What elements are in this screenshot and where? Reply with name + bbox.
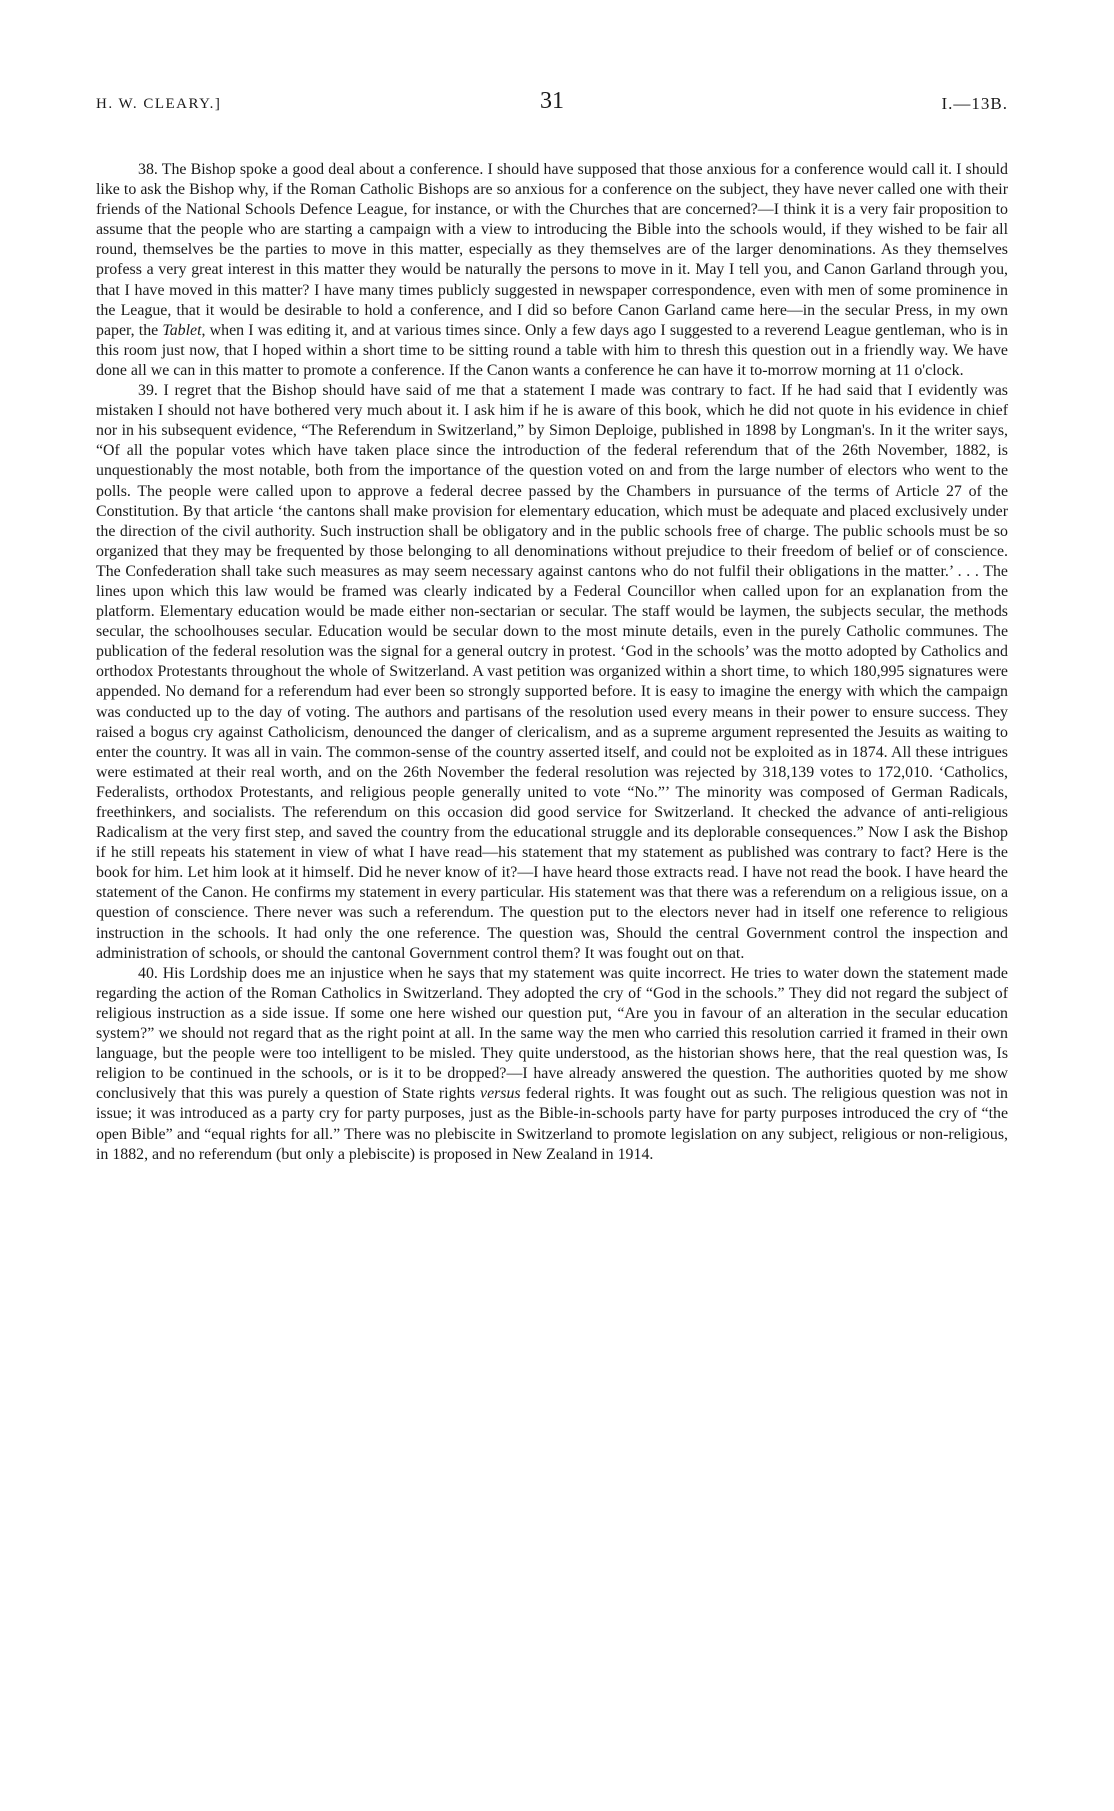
page-number: 31: [540, 88, 564, 114]
paragraph-number: 38.: [138, 161, 158, 178]
paragraph-39: [96, 381, 1008, 964]
paragraph-number: 39.: [138, 382, 158, 400]
paragraph-italic: Tablet: [162, 321, 202, 339]
paragraph-text: I regret that the Bishop should have said of me that a statement I made was contrary to fact. If he had said that I evidently was mistaken I should not have bothered very much about it. I ask him if he is aware of this book, which he did not quote in his evidence in chief nor in his subsequent evidence, “The Referendum in Switzerland,” by Simon Deploige, published in 1898 by Longman's. In it the writer says, “Of all the popular votes which have taken place since the introduction of the federal referendum that of the 26th November, 1882, is unquestionably the most notable, both from the importance of the question voted on and from the large number of electors who went to the polls. The people were called upon to approve a federal decree passed by the Chambers in pursuance of the terms of Article 27 of the Constitution. By that article ‘the cantons shall make provision for elementary education, which must be adequate and placed exclusively under the direction of the civil authority. Such instruction shall be obligatory and in the public schools free of charge. The public schools must be so organized that they may be frequented by those belonging to all denominations without prejudice to their freedom of belief or of conscience. The Confederation shall take such measures as may seem necessary against cantons who do not fulfil their obligations in the matter.’ . . . The lines upon which this law would be framed was clearly indicated by a Federal Councillor when called upon for an explanation from the platform. Elementary education would be made either non-sectarian or secular. The staff would be laymen, the subjects secular, the methods secular, the schoolhouses secular. Education would be secular down to the most minute details, even in the purely Catholic communes. The publication of the federal resolution was the signal for a general outcry in protest. ‘God in the schools’ was the motto adopted by Catholics and orthodox Protestants throughout the whole of Switzerland. A vast petition was organized within a short time, to which 180,995 signatures were appended. No demand for a referendum had ever been so strongly supported before. It is easy to imagine the energy with which the campaign was conducted up to the day of voting. The authors and partisans of the resolution used every means in their power to ensure success. They raised a bogus cry against Catholicism, denounced the danger of clericalism, and as a supreme argument represented the Jesuits as waiting to enter the country. It was all in vain. The common-sense of the country asserted itself, and could not be exploited as in 1874. All these intrigues were estimated at their real worth, and on the 26th November the federal resolution was rejected by 318,139 votes to 172,010. ‘Catholics, Federalists, orthodox Protestants, and religious people generally united to vote “No.”’ The minority was composed of German Radicals, freethinkers, and socialists. The referendum on this occasion did good service for Switzerland. It checked the advance of anti-religious Radicalism at the very first step, and saved the country from the educational struggle and its deplorable consequences.” Now I ask the Bishop if he still repeats his statement in view of what I have read—his statement that my statement as published was contrary to fact? Here is the book for him. Let him look at it himself. Did he never know of it?—I have heard those extracts read. I have not read the book. I have heard the statement of the Canon. He confirms my statement in every particular. His statement was that there was a referendum on a religious issue, on a question of conscience. There never was such a referendum. The question put to the electors never had in itself one reference to religious instruction in the schools. It had only the one reference. The question was, Should the central Government control the inspection and administration of schools, or should the cantonal Government control them? It was fought out on that.: [96, 382, 1008, 962]
body-text: [96, 160, 1008, 1165]
paragraph-number: 40.: [138, 964, 158, 982]
paragraph-38: [96, 160, 1008, 381]
header-witness-name: H. W. CLEARY.]: [96, 96, 222, 112]
paragraph-40: [96, 964, 1008, 1165]
paragraph-italic: versus: [480, 1085, 521, 1103]
paper-reference: I.—13B.: [941, 94, 1008, 113]
paragraph-text: The Bishop spoke a good deal about a conference. I should have supposed that those anxious for a conference would call it. I should like to ask the Bishop why, if the Roman Catholic Bishops are so anxious for a conference on the subject, they have never called one with their friends of the National Schools Defence League, for instance, or with the Churches that are concerned?—I think it is a very fair proposition to assume that the people who are starting a campaign with a view to introducing the Bible into the schools would, if they wished to be fair all round, themselves be the parties to move in this matter, especially as they themselves are of the larger denominations. As they themselves profess a very great interest in this matter they would be naturally the persons to move in it. May I tell you, and Canon Garland through you, that I have moved in this matter? I have many times publicly suggested in newspaper correspondence, even with men of some prominence in the League, that it would be desirable to hold a conference, and I did so before Canon Garland came here—in the secular Press, in my own paper, the: [96, 161, 1008, 339]
paragraph-text: His Lordship does me an injustice when he says that my statement was quite incorrect. He tries to water down the statement made regarding the action of the Roman Catholics in Switzerland. They adopted the cry of “God in the schools.” They did not regard the subject of religious instruction as a side issue. If some one here wished our question put, “Are you in favour of an alteration in the secular education system?” we should not regard that as the right point at all. In the same way the men who carried this resolution carried it framed in their own language, but the people were too intelligent to be misled. They quite understood, as the historian shows here, that the real question was, Is religion to be continued in the schools, or is it to be dropped?—I have already answered the question. The authorities quoted by me show conclusively that this was purely a question of State rights: [96, 964, 1008, 1103]
paragraph-text: , when I was editing it, and at various times since. Only a few days ago I suggested to a reverend League gentleman, who is in this room just now, that I hoped within a short time to be sitting round a table with him to thresh this question out in a friendly way. We have done all we can in this matter to promote a conference. If the Canon wants a conference he can have it to-morrow morning at 11 o'clock.: [96, 321, 1008, 379]
paragraph-text: federal rights. It was fought out as such. The religious question was not in issue; it was introduced as a party cry for party purposes, just as the Bible-in-schools party have for party purposes introduced the cry of “the open Bible” and “equal rights for all.” There was no plebiscite in Switzerland to promote legislation on any subject, religious or non-religious, in 1882, and no referendum (but only a plebiscite) is proposed in New Zealand in 1914.: [96, 1085, 1008, 1163]
page-header: [96, 88, 1008, 128]
